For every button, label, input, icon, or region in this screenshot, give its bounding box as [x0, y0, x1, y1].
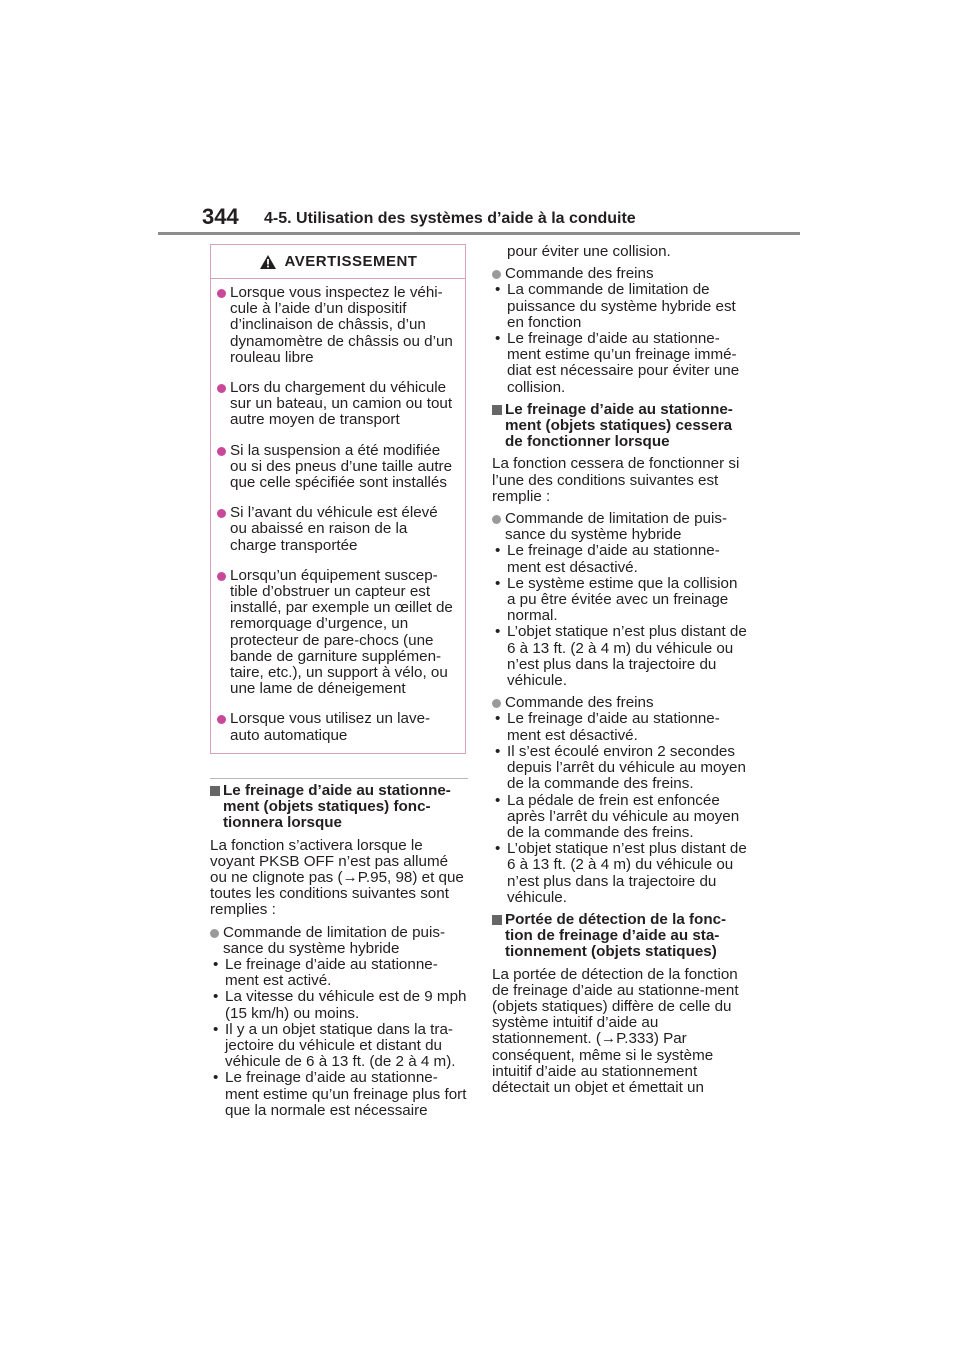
warning-item — [217, 505, 457, 554]
paragraph: La portée de détection de la fonction de freinage d’aide au stationne-ment (objets statiques) diffère de celle du système intuitif d’aide au stationnement. (→P.333) Par conséquent, même si le système intuitif d’aide au stationnement détectait un objet et émettait un — [492, 965, 739, 1096]
warning-item — [217, 443, 457, 492]
warning-item-text: Si l’avant du véhicule est élevé ou abaissé en raison de la charge transportée — [230, 504, 438, 554]
section-heading: Le freinage d’aide au stationne-ment (objets statiques) cessera de fonctionner lorsque — [492, 402, 750, 451]
square-bullet-icon — [492, 405, 502, 415]
section-title: 4-5. Utilisation des systèmes d’aide à la conduite — [264, 210, 636, 227]
sub-item: • L’objet statique n’est plus distant de 6 à 13 ft. (2 à 4 m) du véhicule ou n’est plus dans la trajectoire du véhicule. — [495, 623, 747, 690]
sub-item: • Le freinage d’aide au stationne-ment estime qu’un freinage immé-diat est nécessaire pour éviter une collision. — [495, 330, 740, 396]
pink-bullet-icon — [217, 572, 226, 581]
sub-item: • Le freinage d’aide au stationne-ment est désactivé. — [495, 542, 720, 576]
section-divider — [210, 778, 468, 779]
warning-box — [210, 244, 466, 754]
right-column — [492, 244, 750, 1102]
pink-bullet-icon — [217, 447, 226, 456]
warning-title: AVERTISSEMENT — [284, 253, 418, 270]
condition-group — [492, 511, 750, 689]
warning-item-text: Lors du chargement du véhicule sur un bateau, un camion ou tout autre moyen de transport — [230, 379, 453, 429]
warning-item-text: Si la suspension a été modifiée ou si des pneus d’une taille autre que celle spécifiée sont installés — [230, 441, 453, 492]
paragraph: La fonction cessera de fonctionner si l’une des conditions suivantes est remplie : — [492, 455, 740, 505]
condition-group — [492, 695, 750, 906]
sub-item: • La pédale de frein est enfoncée après l’arrêt du véhicule au moyen de la commande des freins. — [495, 791, 740, 841]
pink-bullet-icon — [217, 715, 226, 724]
gray-bullet-icon — [492, 515, 501, 524]
warning-item — [217, 285, 457, 366]
warning-item — [217, 711, 457, 743]
sub-item: • Il y a un objet statique dans la tra-jectoire du véhicule et distant du véhicule de 6 à 13 ft. (de 2 à 4 m). — [213, 1020, 456, 1071]
section-heading: Le freinage d’aide au stationne-ment (objets statiques) fonc-tionnera lorsque — [210, 783, 468, 832]
group-title: Commande des freins — [492, 695, 750, 711]
page-header — [158, 204, 800, 236]
group-title: Commande de limitation de puis-sance du système hybride — [492, 511, 750, 543]
pink-bullet-icon — [217, 509, 226, 518]
sub-item: • La vitesse du véhicule est de 9 mph (15 km/h) ou moins. — [213, 988, 467, 1022]
warning-item-text: Lorsqu’un équipement suscep-tible d’obstruer un capteur est installé, par exemple un œillet de remorquage d’urgence, un protecteur de pare-chocs (une bande de garniture supplémen-taire, etc.), un support à vélo, ou une lame de déneigement — [230, 566, 453, 698]
condition-group — [210, 925, 468, 1119]
pink-bullet-icon — [217, 384, 226, 393]
group-title: Commande de limitation de puis-sance du système hybride — [210, 925, 468, 957]
warning-header — [211, 245, 465, 279]
warning-item — [217, 568, 457, 698]
paragraph-continuation: pour éviter une collision. — [507, 243, 671, 260]
gray-bullet-icon — [492, 699, 501, 708]
warning-list — [211, 279, 465, 744]
warning-triangle-icon — [259, 254, 277, 270]
gray-bullet-icon — [210, 929, 219, 938]
sub-item: • Le système estime que la collision a pu être évitée avec un freinage normal. — [495, 574, 738, 625]
warning-item-text: Lorsque vous inspectez le véhi-cule à l’aide d’un dispositif d’inclinaison de châssis, d’un dynamomètre de châssis ou d’un rouleau libre — [230, 284, 453, 366]
condition-group — [492, 266, 750, 396]
sub-item: • Il s’est écoulé environ 2 secondes depuis l’arrêt du véhicule au moyen de la commande des freins. — [495, 742, 746, 793]
square-bullet-icon — [492, 915, 502, 925]
section-heading: Portée de détection de la fonc-tion de freinage d’aide au sta-tionnement (objets statiques) — [492, 912, 750, 961]
left-column — [210, 778, 468, 1125]
sub-item: • L’objet statique n’est plus distant de 6 à 13 ft. (2 à 4 m) du véhicule ou n’est plus dans la trajectoire du véhicule. — [495, 840, 747, 906]
sub-item: • Le freinage d’aide au stationne-ment estime qu’un freinage plus fort que la normale est nécessaire — [213, 1069, 467, 1119]
warning-item — [217, 380, 457, 429]
sub-item: • Le freinage d’aide au stationne-ment est désactivé. — [495, 710, 720, 744]
header-rule — [158, 232, 800, 235]
warning-item-text: Lorsque vous utilisez un lave-auto automatique — [230, 710, 431, 744]
square-bullet-icon — [210, 786, 220, 796]
sub-item: • Le freinage d’aide au stationne-ment est activé. — [213, 956, 438, 990]
gray-bullet-icon — [492, 270, 501, 279]
paragraph: La fonction s’activera lorsque le voyant PKSB OFF n’est pas allumé ou ne clignote pas (→P.95, 98) et que toutes les conditions suivantes sont remplies : — [210, 836, 464, 919]
page-number: 344 — [202, 204, 239, 229]
sub-item: • La commande de limitation de puissance du système hybride est en fonction — [495, 281, 736, 331]
pink-bullet-icon — [217, 289, 226, 298]
group-title: Commande des freins — [492, 266, 750, 282]
